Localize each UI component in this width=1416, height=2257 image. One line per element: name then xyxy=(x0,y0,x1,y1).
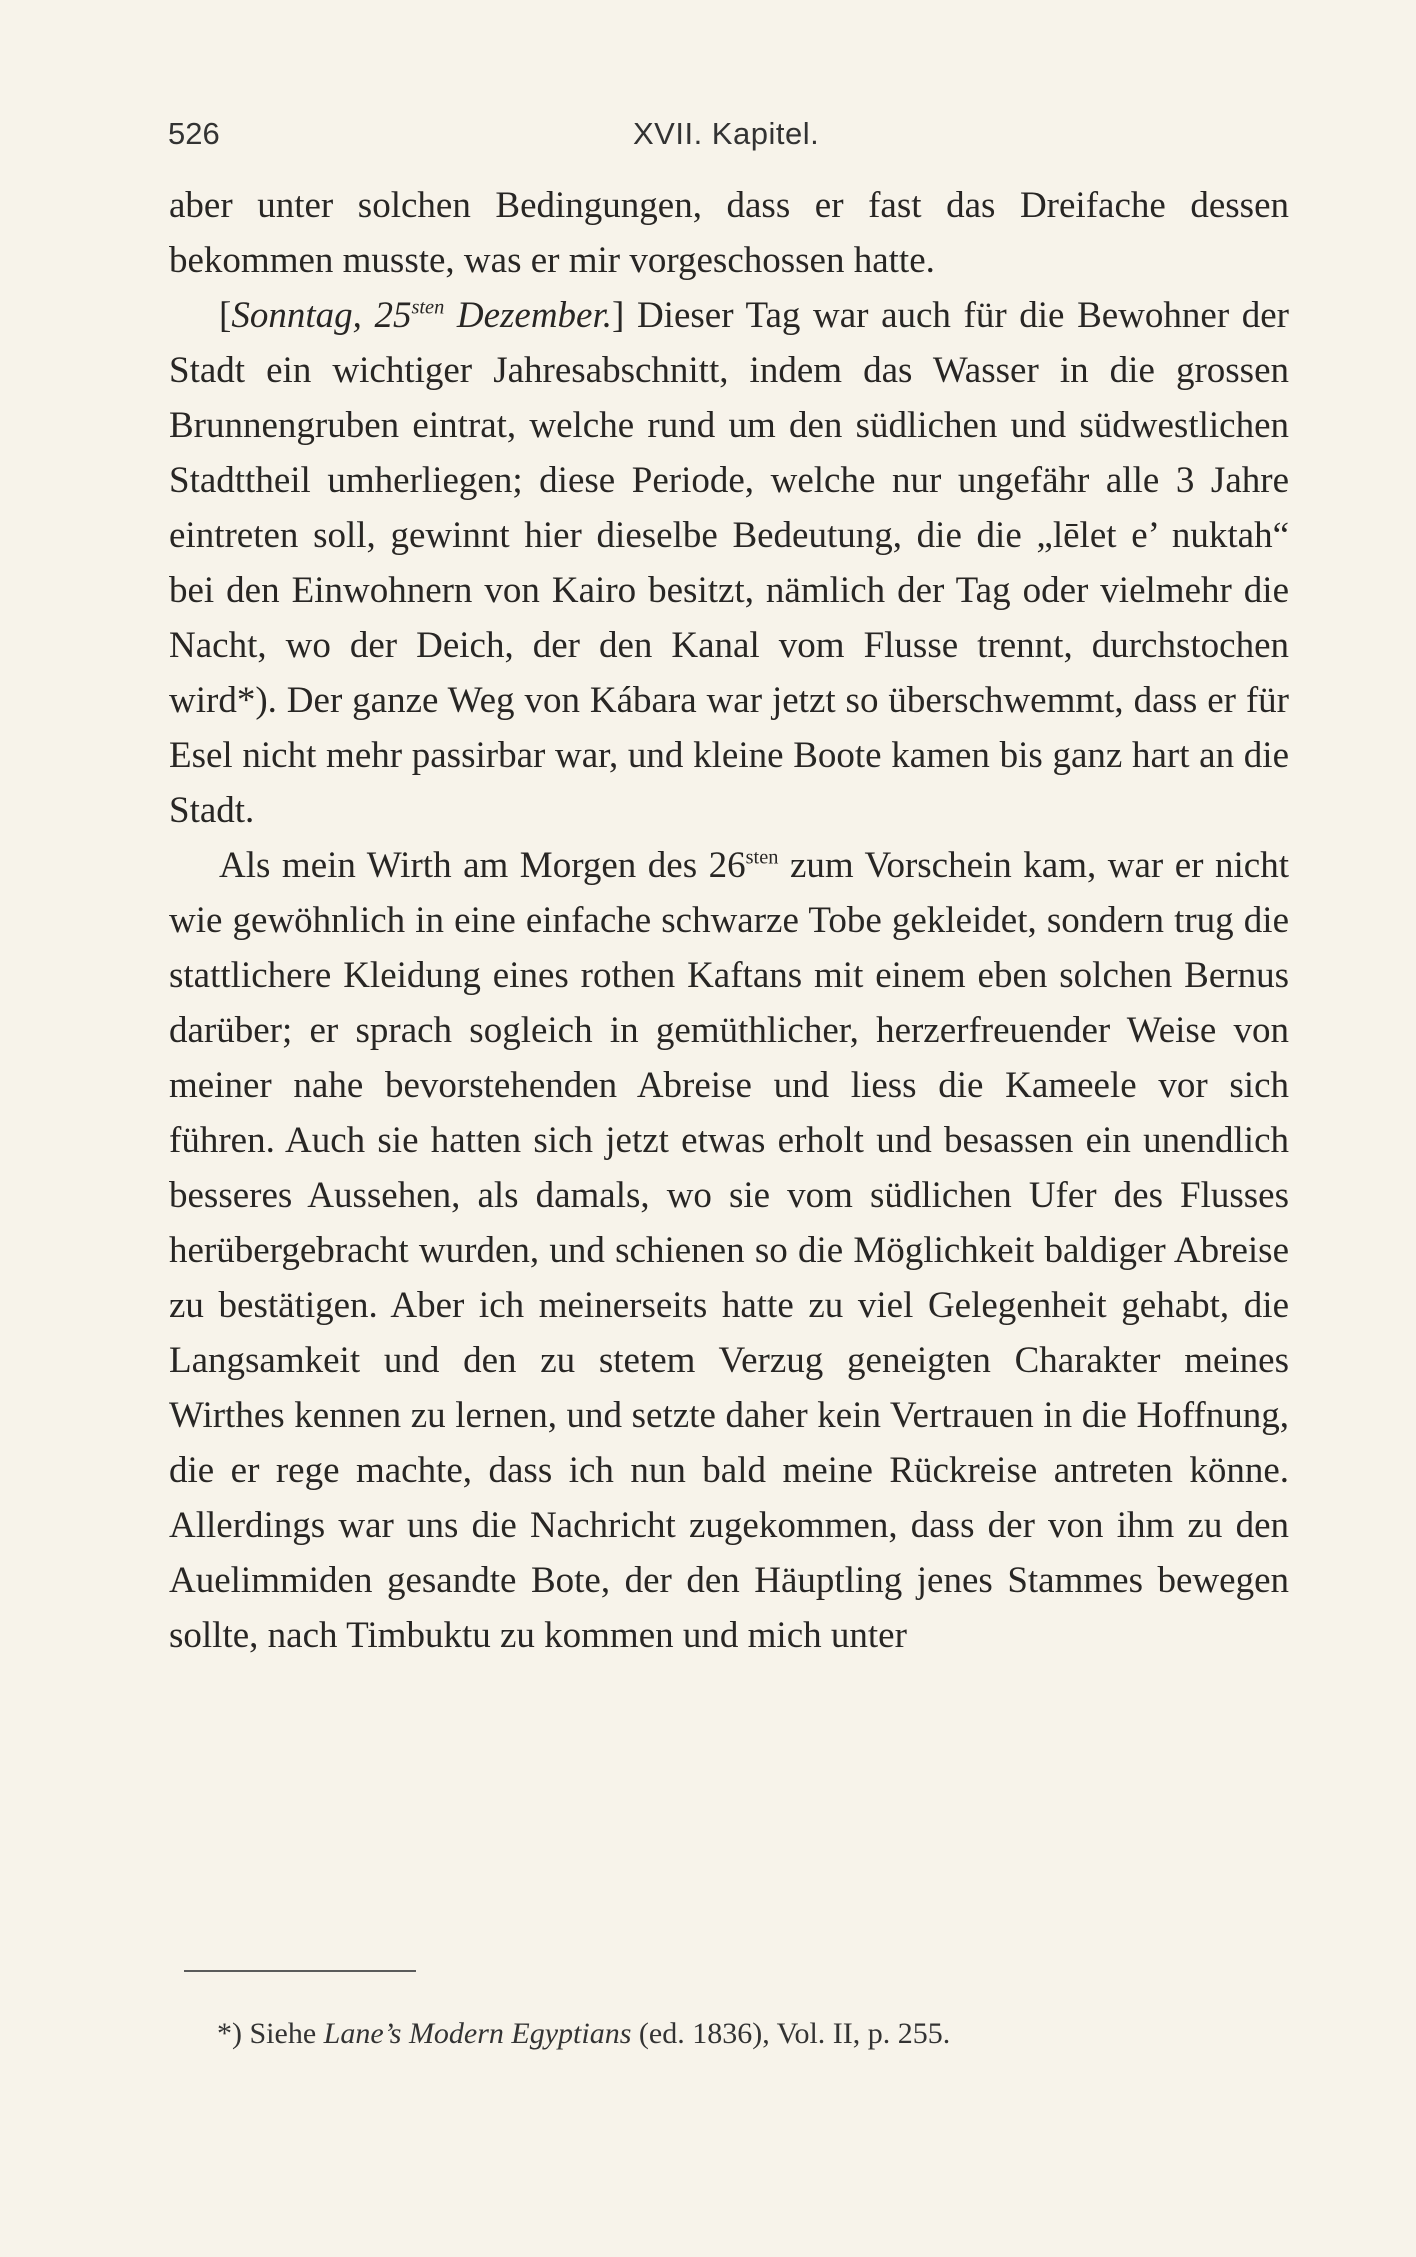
footnote xyxy=(217,2015,1267,2053)
paragraph-3-start: Als mein Wirth am Morgen des 26 xyxy=(219,845,746,886)
paragraph-1: aber unter solchen Bedingungen, dass er fast das Dreifache dessen bekommen musste, was er mir vorgeschossen hatte. xyxy=(169,185,1289,281)
date-month: Dezember. xyxy=(456,295,613,336)
date-number: 25 xyxy=(374,295,412,336)
footnote-details: (ed. 1836), Vol. II, p. 255. xyxy=(631,2017,951,2050)
paragraph-3-suffix: sten xyxy=(745,846,779,869)
date-open-bracket: [ xyxy=(219,295,232,336)
date-close-bracket: ] xyxy=(612,295,625,336)
running-head: XVII. Kapitel. xyxy=(633,116,820,151)
footnote-reference: Lane’s Modern Egyptians xyxy=(323,2017,632,2050)
page-number: 526 xyxy=(168,116,220,151)
paragraph-3 xyxy=(169,838,1289,1663)
page-header xyxy=(168,116,1288,160)
paragraph-2-text: Dieser Tag war auch für die Bewohner der Stadt ein wichtiger Jahresabschnitt, indem das Wasser in die grossen Brunnengruben eintrat, welche rund um den südlichen und südwestlichen Stadttheil umherliegen; diese Periode, welche nur ungefähr alle 3 Jahre eintreten soll, gewinnt hier dieselbe Bedeutung, die die „lēlet e’ nuktah“ bei den Einwohnern von Kairo besitzt, nämlich der Tag oder vielmehr die Nacht, wo der Deich, der den Kanal vom Flusse trennt, durchstochen wird*). Der ganze Weg von Kábara war jetzt so überschwemmt, dass er für Esel nicht mehr passirbar war, und kleine Boote kamen bis ganz hart an die Stadt. xyxy=(169,295,1289,831)
date-day: Sonntag, xyxy=(231,295,362,336)
paragraph-3-rest: zum Vorschein kam, war er nicht wie gewöhnlich in eine einfache schwarze Tobe gekleidet, sondern trug die stattlichere Kleidung eines rothen Kaftans mit einem eben solchen Bernus darüber; er sprach sogleich in gemüthlicher, herzerfreuender Weise von meiner nahe bevorstehenden Abreise und liess die Kameele vor sich führen. Auch sie hatten sich jetzt etwas erholt und besassen ein unendlich besseres Aussehen, als damals, wo sie vom südlichen Ufer des Flusses herübergebracht wurden, und schienen so die Möglichkeit baldiger Abreise zu bestätigen. Aber ich meinerseits hatte zu viel Gelegenheit gehabt, die Langsamkeit und den zu stetem Verzug geneigten Charakter meines Wirthes kennen zu lernen, und setzte daher kein Vertrauen in die Hoffnung, die er rege machte, dass ich nun bald meine Rückreise antreten könne. Allerdings war uns die Nachricht zugekommen, dass der von ihm zu den Auelimmiden gesandte Bote, der den Häuptling jenes Stammes bewegen sollte, nach Timbuktu zu kommen und mich unter xyxy=(169,845,1289,1656)
paragraph-2 xyxy=(169,288,1289,838)
footnote-marker: *) Siehe xyxy=(217,2017,324,2050)
main-text xyxy=(169,178,1289,1663)
footnote-rule xyxy=(184,1970,416,1972)
date-suffix: sten xyxy=(411,296,445,319)
